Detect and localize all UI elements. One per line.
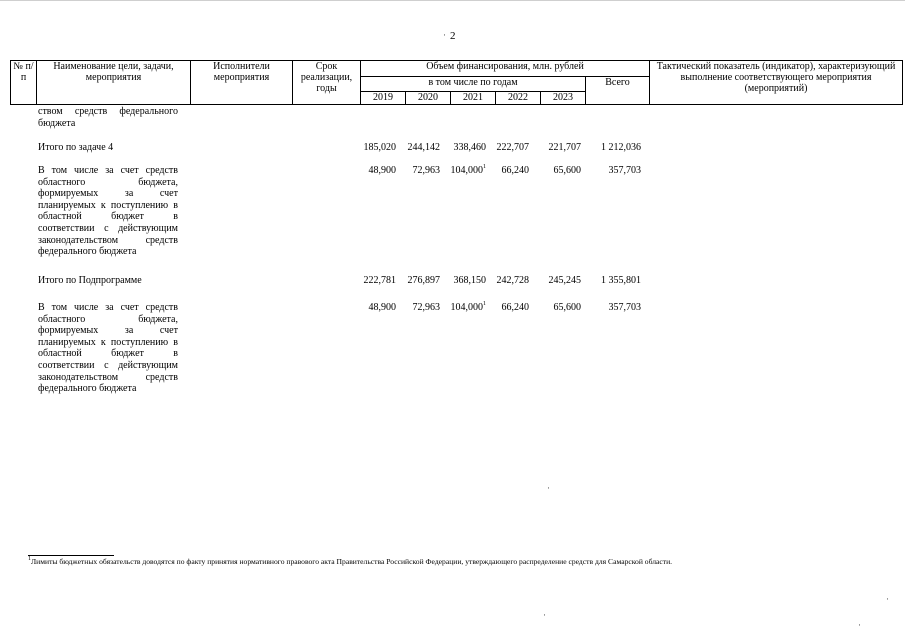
value-2019: 48,900: [368, 302, 396, 313]
row-label: В том числе за счет средств областного бюджета, формируемых за счет планируемых к поступлению в областной бюджет в соответствии с действующим законодательством средств федерального бюджета: [38, 302, 178, 395]
value-2021: 368,150: [453, 275, 486, 286]
value-2020: 276,897: [407, 275, 440, 286]
value-2020: 72,963: [412, 165, 440, 176]
header-year: 2021: [451, 92, 496, 105]
footnote-mark: 1: [28, 556, 31, 562]
header-year: 2022: [496, 92, 541, 105]
value-total: 1 355,801: [601, 275, 641, 286]
header-year: 2020: [406, 92, 451, 105]
footnote-ref: 1: [483, 164, 486, 170]
value-2021: 104,000$^1$: [450, 164, 486, 176]
top-border: [0, 0, 905, 1]
header-indicator: Тактический показатель (индикатор), характеризующий выполнение соответствующего мероприятия (мероприятий): [650, 61, 903, 105]
value-2019: 48,900: [368, 165, 396, 176]
header-year: 2019: [361, 92, 406, 105]
header-term: Срок реализации, годы: [293, 61, 361, 105]
value-total: 357,703: [608, 165, 641, 176]
footnote-text: Лимиты бюджетных обязательств доводятся по факту принятия нормативного правового акта Правительства Российской Федерации, утверждающего распределение средств для Самарской области.: [31, 557, 673, 566]
scan-speck: ·: [443, 30, 446, 40]
value-2023: 245,245: [548, 275, 581, 286]
footnote-separator: [28, 555, 114, 556]
page-number: 2: [450, 30, 456, 42]
row-label: В том числе за счет средств областного бюджета, формируемых за счет планируемых к поступлению в областной бюджет в соответствии с действующим законодательством средств федерального бюджета: [38, 165, 178, 258]
value-2023: 221,707: [548, 142, 581, 153]
carry-over-text: ством средств федерального бюджета: [38, 106, 178, 129]
header-funding: Объем финансирования, млн. рублей: [361, 61, 650, 77]
header-name: Наименование цели, задачи, мероприятия: [37, 61, 191, 105]
row-label: Итого по задаче 4: [38, 142, 114, 153]
value-total: 1 212,036: [601, 142, 641, 153]
value-2023: 65,600: [553, 165, 581, 176]
value-2022: 66,240: [501, 302, 529, 313]
table-header: [10, 60, 903, 105]
header-executors: Исполнители мероприятия: [191, 61, 293, 105]
scan-speck: ·: [858, 620, 861, 630]
value-2019: 222,781: [363, 275, 396, 286]
value-2022: 242,728: [496, 275, 529, 286]
scan-speck: ·: [543, 610, 546, 620]
value-2020: 244,142: [407, 142, 440, 153]
header-num: № п/п: [11, 61, 37, 105]
footnote-ref: 1: [483, 301, 486, 307]
header-year: 2023: [541, 92, 586, 105]
footnote: [28, 557, 672, 566]
header-total: Всего: [586, 77, 650, 105]
row-label: Итого по Подпрограмме: [38, 275, 142, 286]
scan-speck: ·: [547, 483, 550, 493]
value-2019: 185,020: [363, 142, 396, 153]
scan-speck: ·: [886, 594, 889, 604]
value-2021: 104,000$^1$: [450, 301, 486, 313]
value-2021: 338,460: [453, 142, 486, 153]
value-2023: 65,600: [553, 302, 581, 313]
value-total: 357,703: [608, 302, 641, 313]
value-2022: 66,240: [501, 165, 529, 176]
value-2020: 72,963: [412, 302, 440, 313]
value-2022: 222,707: [496, 142, 529, 153]
header-by-years: в том числе по годам: [361, 77, 586, 92]
